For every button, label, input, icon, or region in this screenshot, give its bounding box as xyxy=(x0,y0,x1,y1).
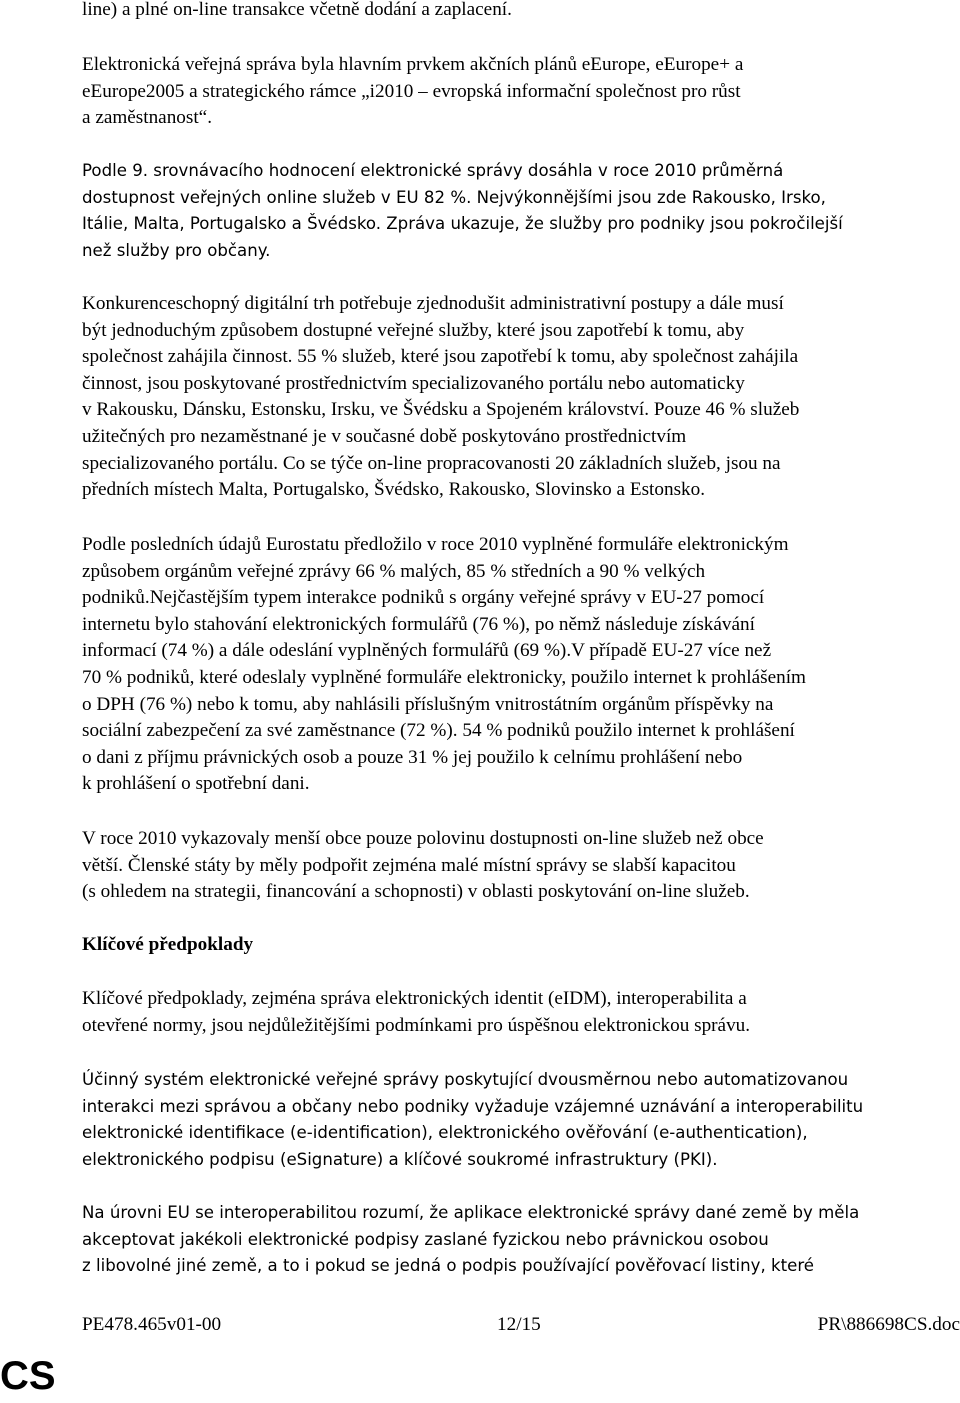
page-number: 12/15 xyxy=(497,1314,541,1335)
paragraph-interoperability: Na úrovni EU se interoperabilitou rozumí, že aplikace elektronické správy dané země by měla akceptovat jakékoli elektronické podpisy zaslané fyzickou nebo právnickou osobou z libovolné jiné země, a to i pokud se jedná o podpis používající pověřovací listiny, které xyxy=(82,1203,860,1276)
paragraph-eid-system: Účinný systém elektronické veřejné správy poskytující dvousměrnou nebo automatizovanou interakci mezi správou a občany nebo podniky vyžaduje vzájemné uznávání a interoperabilitu elektronické identifikace (e-identification), elektronického ověřování (e-authentication), elektronického podpisu (eSignature) a klíčové soukromé infrastruktury (PKI). xyxy=(82,1070,864,1169)
paragraph-key-enablers: Klíčové předpoklady, zejména správa elektronických identit (eIDM), interoperabilita a otevřené normy, jsou nejdůležitějšími podmínkami pro úspěšnou elektronickou správu. xyxy=(82,988,751,1036)
paragraph-municipalities: V roce 2010 vykazovaly menší obce pouze polovinu dostupnosti on-line služeb než obce větší. Členské státy by měly podpořit zejména malé místní správy se slabší kapacitou (s ohledem na strategii, financování a schopnosti) v oblasti poskytování on-line služeb. xyxy=(82,828,764,903)
paragraph-eurostat: Podle posledních údajů Eurostatu předložilo v roce 2010 vyplněné formuláře elektronickým způsobem orgánům veřejné zprávy 66 % malých, 85 % středních a 90 % velkých podniků.Nejčastějším typem interakce podniků s orgány veřejné správy v EU-27 pomocí internetu bylo stahování elektronických formulářů (76 %), po němž následuje získávání informací (74 %) a dále odeslání vyplněných formulářů (69 %).V případě EU-27 více než 70 % podniků, které odeslaly vyplněné formuláře elektronicky, použilo internet k prohlášením o DPH (76 %) nebo k tomu, aby nahlásili příslušným vnitrostátním orgánům příspěvky na sociální zabezpečení za své zaměstnance (72 %). 54 % podniků použilo internet k prohlášení o dani z příjmu právnických osob a pouze 31 % jej použilo k celnímu prohlášení nebo k prohlášení o spotřební dani. xyxy=(82,534,806,795)
paragraph-benchmark: Podle 9. srovnávacího hodnocení elektronické správy dosáhla v roce 2010 průměrná dostupnost veřejných online služeb v EU 82 %. Nejvýkonnějšími jsou zde Rakousko, Irsko, Itálie, Malta, Portugalsko a Švédsko. Zpráva ukazuje, že služby pro podniky jsou pokročilejší než služby pro občany. xyxy=(82,161,843,260)
language-code: CS xyxy=(0,1354,56,1398)
section-heading: Klíčové předpoklady xyxy=(82,934,254,955)
document-reference: PE478.465v01-00 xyxy=(82,1314,222,1335)
page-footer xyxy=(82,1312,960,1338)
paragraph-eeurope: Elektronická veřejná správa byla hlavním prvkem akčních plánů eEurope, eEurope+ a eEurope2005 a strategického rámce „i2010 – evropská informační společnost pro růst a zaměstnanost“. xyxy=(82,54,744,129)
paragraph-continuation: line) a plné on-line transakce včetně dodání a zaplacení. xyxy=(82,0,512,20)
file-name: PR\886698CS.doc xyxy=(817,1314,960,1335)
paragraph-digital-market: Konkurenceschopný digitální trh potřebuje zjednodušit administrativní postupy a dále musí být jednoduchým způsobem dostupné veřejné služby, které jsou zapotřebí k tomu, aby společnost zahájila činnost. 55 % služeb, které jsou zapotřebí k tomu, aby společnost zahájila činnost, jsou poskytované prostřednictvím specializovaného portálu nebo automaticky v Rakousku, Dánsku, Estonsku, Irsku, ve Švédsku a Spojeném království. Pouze 46 % služeb užitečných pro nezaměstnané je v současné době poskytováno prostřednictvím specializovaného portálu. Co se týče on-line propracovanosti 20 základních služeb, jsou na předních místech Malta, Portugalsko, Švédsko, Rakousko, Slovinsko a Estonsko. xyxy=(82,293,800,501)
